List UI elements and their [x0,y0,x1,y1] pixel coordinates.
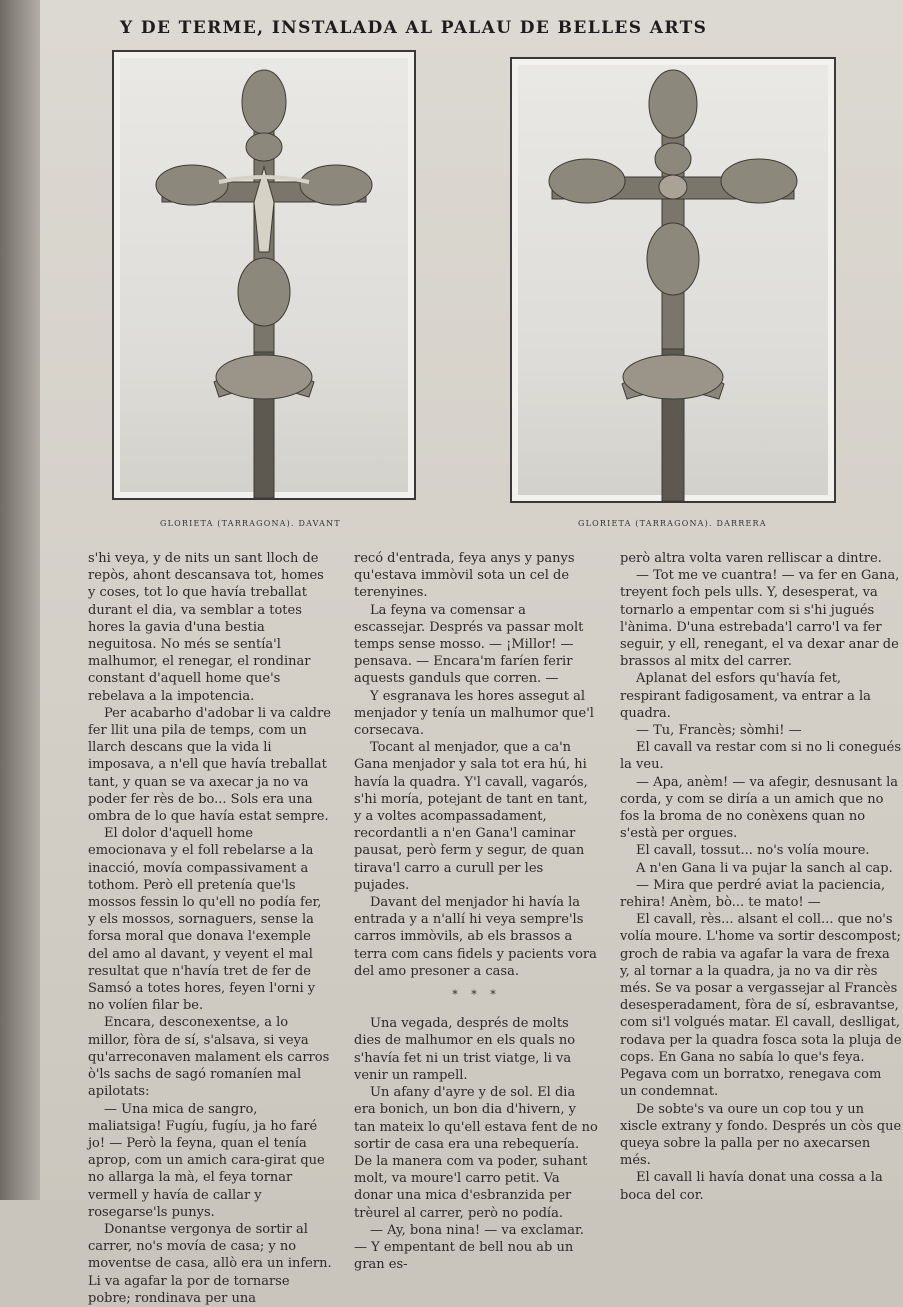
paragraph: — Apa, anèm! — va afegir, desnusant la corda, y com se diría a un amich que no fos la broma de no conèxens quan no s'està per orgues. [620,774,898,842]
paragraph: El cavall li havía donat una cossa a la boca del cor. [620,1170,883,1203]
page-header: Y DE TERME, INSTALADA AL PALAU DE BELLES ARTS [120,18,708,38]
paragraph: — Ay, bona nina! — va exclamar. — Y empentant de bell nou ab un gran es- [354,1222,584,1273]
paragraph: recó d'entrada, feya anys y panys qu'estava immòvil sota un cel de terenyines. [354,551,575,601]
paragraph: — Mira que perdré aviat la paciencia, rehira! Anèm, bò... te mato! — [620,877,886,911]
paragraph: s'hi veya, y de nits un sant lloch de repòs, ahont descansava tot, homes y coses, tot lo que havía treballat durant el dia, va semblar a totes hores la gavia d'una bestia neguitosa. No més se sentía'l malhumor, el renegar, el rondinar constant d'aquell home que's rebelava a la impotencia. [88,551,324,704]
paragraph: El cavall, rès... alsant el coll... que no's volía moure. L'home va sortir descompost; groch de rabia va agafar la vara de frexa y, al tornar a la quadra, ja no va dir rès més. Se va posar a vergassejar al Francès desesperadament, fòra de sí, esbravantse, com si'l volgués matar. El cavall, deslligat, rodava per la quadra fosca sota la pluja de cops. En Gana no sabía lo que's feya. Pegava com un borratxo, renegava com un condemnat. [620,912,902,1100]
paragraph: Un afany d'ayre y de sol. El dia era bonich, un bon dia d'hivern, y tan mateix lo qu'ell estava fent de no sortir de casa era una rebequería. De la manera com va poder, suhant molt, va moure'l carro petit. Va donar una mica d'esbranzida per trèurel al carrer, però no podía. [354,1085,598,1221]
text-column-3 [620,550,902,1204]
paragraph: — Una mica de sangro, maliatsiga! Fugíu, fugíu, ja ho faré jo! — Però la feyna, quan el tenía aprop, com un amich cara-girat que no allarga la mà, el feya tornar vermell y havía de callar y rosegarse'ls punys. [88,1101,325,1220]
paragraph: Y esgranava les hores assegut al menjador y tenía un malhumor que'l corsecava. [354,688,594,739]
text-column-2 [354,550,599,1273]
plate-caption-back: GLORIETA (TARRAGONA). DARRERA [578,519,767,528]
photo-plate-front [112,50,416,500]
paragraph: — Tot me ve cuantra! — va fer en Gana, treyent foch pels ulls. Y, desesperat, va tornarlo a empentar com si s'hi jugués l'ànima. D'una estrebada'l carro'l va fer seguir, y ell, renegant, el va dexar anar de brassos al mitx del carrer. [620,568,900,670]
paragraph: A n'en Gana li va pujar la sanch al cap. [636,860,893,876]
paragraph: Una vegada, després de molts dies de malhumor en els quals no s'havía fet ni un trist viatge, li va venir un rampell. [354,1016,576,1083]
paragraph: Davant del menjador hi havía la entrada y a n'allí hi veya sempre'ls carros immòvils, ab els brassos a terra com cans fidels y pacients vora del amo presoner a casa. [354,895,597,979]
processional-cross-back-icon [512,59,834,501]
section-divider-stars: * * * [452,988,501,1002]
paragraph: De sobte's va oure un cop tou y un xiscle extrany y fondo. Després un còs que queya sobre la palla per no axecarsen més. [620,1101,902,1169]
paragraph: Aplanat del esfors qu'havía fet, respirant fadigosament, va entrar a la quadra. [620,671,871,721]
paragraph: Tocant al menjador, que a ca'n Gana menjador y sala tot era hú, hi havía la quadra. Y'l cavall, vagarós, s'hi moría, potejant de tant en tant, y a voltes acompassadament, recordantli a n'en Gana'l caminar pausat, però ferm y segur, de quan tirava'l carro a curull per les pujades. [354,740,588,893]
paragraph: El cavall va restar com si no li conegués la veu. [620,740,902,773]
paragraph: La feyna va comensar a escassejar. Després va passar molt temps sense mosso. — ¡Millor! — pensava. — Encara'm faríen ferir aquests ganduls que corren. — [354,602,584,687]
paragraph: Donantse vergonya de sortir al carrer, no's movía de casa; y no moventse de casa, allò era un infern. Li va agafar la por de tornarse pobre; rondinava per una [88,1221,332,1306]
paragraph: però altra volta varen relliscar a dintre. [620,551,882,566]
plate-caption-front: GLORIETA (TARRAGONA). DAVANT [160,519,341,528]
text-column-1 [88,550,332,1307]
paragraph: El dolor d'aquell home emocionava y el foll rebelarse a la inacció, movía compassivament a tothom. Però ell pretenía que'ls mossos fessin lo qu'ell no podía fer, y els mossos, sornaguers, sense la forsa moral que donava l'exemple del amo al davant, y veyent el mal resultat que n'havía tret de fer de Samsó a totes hores, feyen l'orni y no volíen filar be. [88,826,322,1014]
paragraph: Per acabarho d'adobar li va caldre fer llit una pila de temps, com un llarch descans que la vida li imposava, a n'ell que havía treballat tant, y quan se va axecar ja no va poder fer rès de bo... Sols era una ombra de lo que havía estat sempre. [88,705,331,825]
paragraph: — Tu, Francès; sòmhi! — [636,723,802,739]
paragraph: El cavall, tossut... no's volía moure. [636,843,870,859]
photo-plate-back [510,57,836,503]
paragraph: Encara, desconexentse, a lo millor, fòra de sí, s'alsava, si veya qu'arreconaven malament els carros ò'ls sachs de sagó romaníen mal apilotats: [88,1015,330,1100]
processional-cross-front-icon [114,52,414,498]
